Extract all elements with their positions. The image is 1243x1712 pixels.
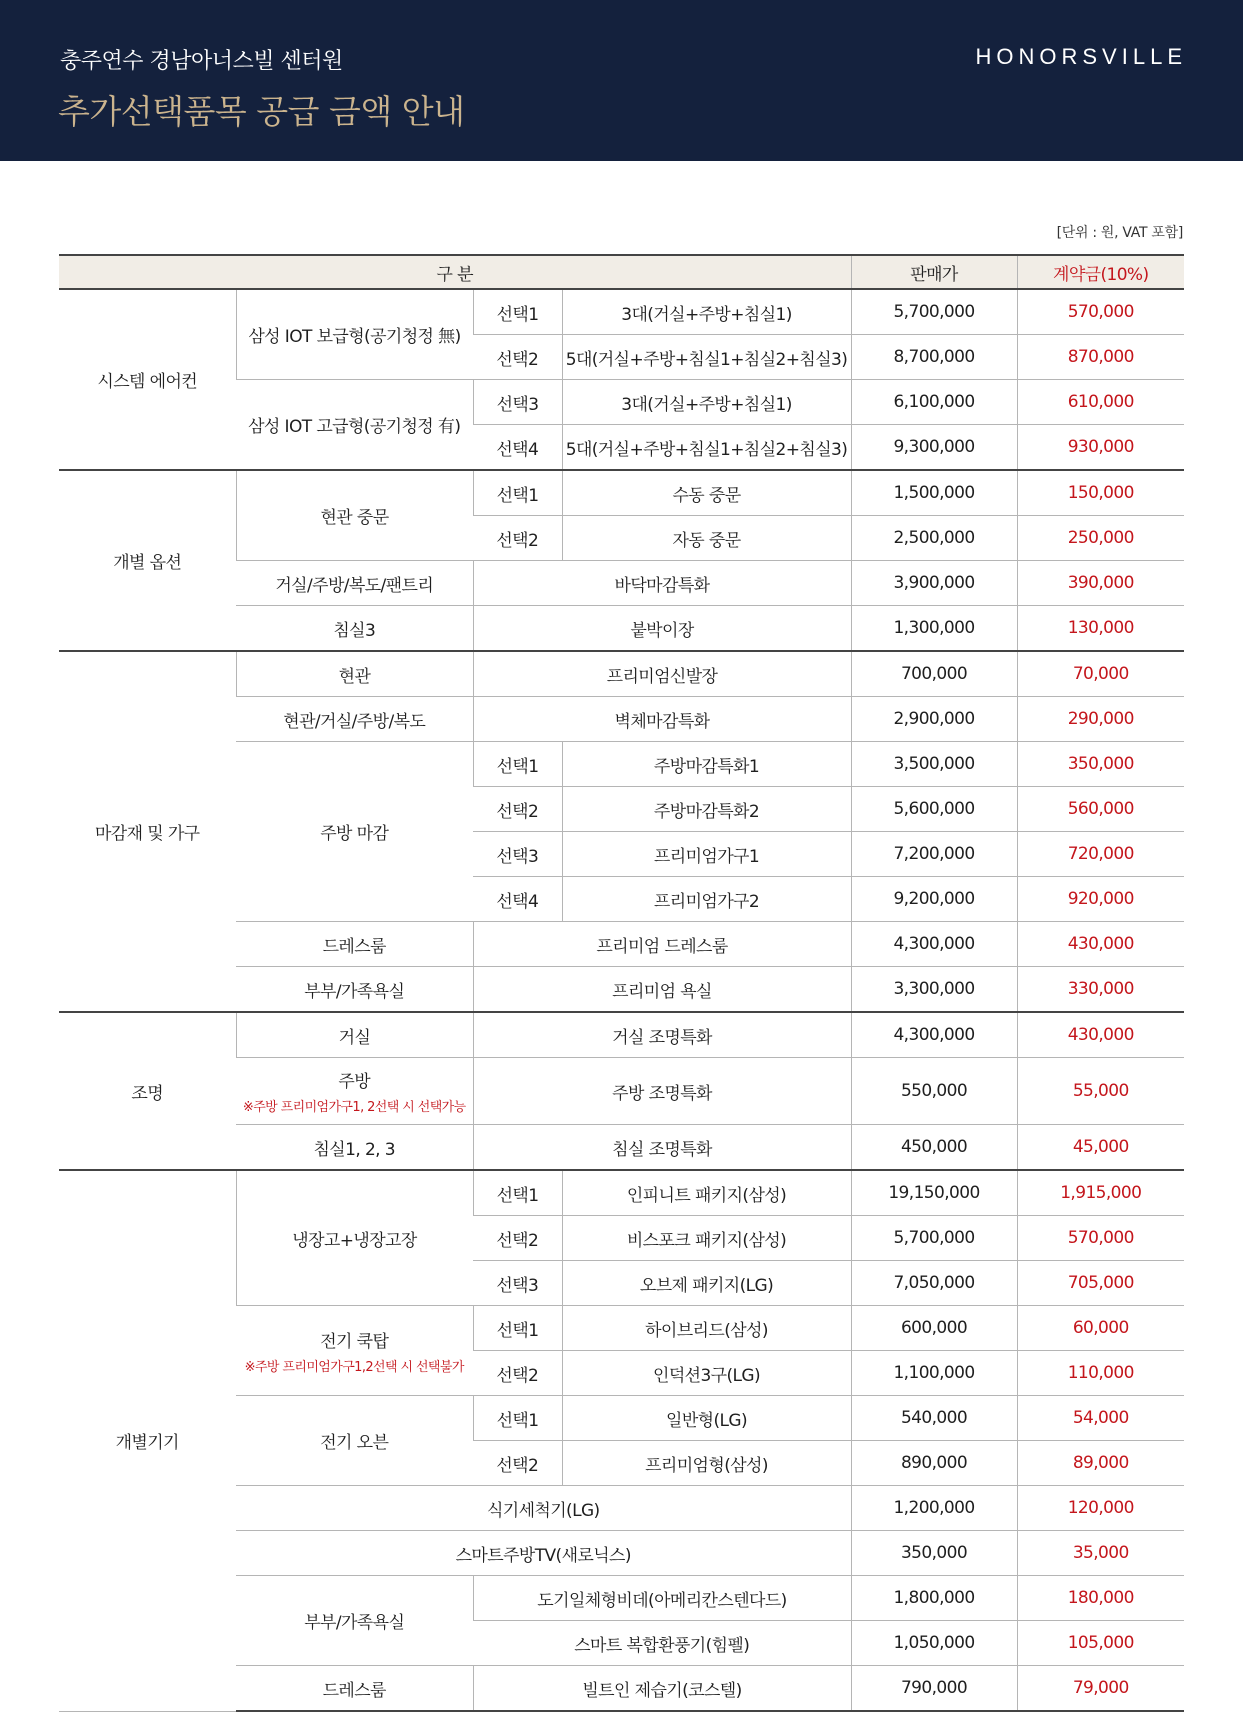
price-cell: 790,000 — [851, 1666, 1017, 1712]
deposit-cell: 720,000 — [1017, 832, 1184, 877]
deposit-cell: 920,000 — [1017, 877, 1184, 922]
item-cell: 3대(거실+주방+침실1) — [562, 289, 851, 335]
deposit-cell: 130,000 — [1017, 606, 1184, 652]
space-cell: 드레스룸 — [236, 1666, 473, 1712]
price-cell: 8,700,000 — [851, 335, 1017, 380]
item-cell: 프리미엄 욕실 — [473, 967, 851, 1013]
deposit-cell: 105,000 — [1017, 1621, 1184, 1666]
item-cell: 5대(거실+주방+침실1+침실2+침실3) — [562, 425, 851, 471]
price-cell: 1,300,000 — [851, 606, 1017, 652]
price-cell: 3,300,000 — [851, 967, 1017, 1013]
item-cell: 오브제 패키지(LG) — [562, 1261, 851, 1306]
subcategory-cell: 부부/가족욕실 — [236, 1576, 473, 1666]
price-cell: 9,200,000 — [851, 877, 1017, 922]
price-cell: 700,000 — [851, 651, 1017, 697]
subcategory-cell: 삼성 IOT 고급형(공기청정 有) — [236, 380, 473, 471]
item-cell: 도기일체형비데(아메리칸스텐다드) — [473, 1576, 851, 1621]
price-cell: 4,300,000 — [851, 922, 1017, 967]
option-cell: 선택1 — [473, 470, 562, 516]
deposit-cell: 45,000 — [1017, 1125, 1184, 1171]
subcategory-cell: 삼성 IOT 보급형(공기청정 無) — [236, 289, 473, 380]
deposit-cell: 870,000 — [1017, 335, 1184, 380]
table-row — [59, 470, 1184, 516]
deposit-cell: 560,000 — [1017, 787, 1184, 832]
item-cell: 비스포크 패키지(삼성) — [562, 1216, 851, 1261]
price-cell: 600,000 — [851, 1306, 1017, 1351]
price-cell: 3,900,000 — [851, 561, 1017, 606]
price-cell: 5,700,000 — [851, 1216, 1017, 1261]
item-cell: 침실 조명특화 — [473, 1125, 851, 1171]
price-cell: 4,300,000 — [851, 1012, 1017, 1058]
option-cell: 선택1 — [473, 742, 562, 787]
item-cell: 프리미엄가구2 — [562, 877, 851, 922]
item-cell: 벽체마감특화 — [473, 697, 851, 742]
table-row — [59, 651, 1184, 697]
space-cell — [236, 1058, 473, 1125]
item-cell: 인피니트 패키지(삼성) — [562, 1170, 851, 1216]
option-cell: 선택2 — [473, 1351, 562, 1396]
option-cell: 선택1 — [473, 1170, 562, 1216]
deposit-cell: 120,000 — [1017, 1486, 1184, 1531]
price-cell: 5,700,000 — [851, 289, 1017, 335]
item-cell: 프리미엄신발장 — [473, 651, 851, 697]
table-header-row — [59, 255, 1184, 289]
option-cell: 선택3 — [473, 832, 562, 877]
option-cell: 선택2 — [473, 787, 562, 832]
item-cell: 5대(거실+주방+침실1+침실2+침실3) — [562, 335, 851, 380]
page-title: 추가선택품목 공급 금액 안내 — [58, 92, 465, 131]
space-cell: 드레스룸 — [236, 922, 473, 967]
deposit-cell: 1,915,000 — [1017, 1170, 1184, 1216]
deposit-cell: 430,000 — [1017, 1012, 1184, 1058]
item-cell: 인덕션3구(LG) — [562, 1351, 851, 1396]
subcategory-cell: 주방 마감 — [236, 742, 473, 922]
deposit-cell: 390,000 — [1017, 561, 1184, 606]
deposit-cell: 180,000 — [1017, 1576, 1184, 1621]
space-cell: 침실3 — [236, 606, 473, 652]
header-deposit: 계약금(10%) — [1017, 255, 1184, 289]
deposit-cell: 89,000 — [1017, 1441, 1184, 1486]
category-cell: 조명 — [59, 1012, 236, 1170]
category-cell: 시스템 에어컨 — [59, 289, 236, 470]
subcategory-label: 전기 쿡탑 — [320, 1331, 389, 1352]
unit-note: [단위 : 원, VAT 포함] — [1056, 225, 1183, 241]
space-cell: 거실/주방/복도/팬트리 — [236, 561, 473, 606]
price-cell: 450,000 — [851, 1125, 1017, 1171]
price-cell: 890,000 — [851, 1441, 1017, 1486]
space-cell: 부부/가족욕실 — [236, 967, 473, 1013]
deposit-cell: 110,000 — [1017, 1351, 1184, 1396]
price-cell: 1,200,000 — [851, 1486, 1017, 1531]
deposit-cell: 570,000 — [1017, 289, 1184, 335]
table-row — [59, 1012, 1184, 1058]
price-cell: 1,100,000 — [851, 1351, 1017, 1396]
kitchen-note: ※주방 프리미엄가구1, 2선택 시 선택가능 — [242, 1100, 466, 1115]
deposit-cell: 35,000 — [1017, 1531, 1184, 1576]
item-cell: 스마트 복합환풍기(힘펠) — [473, 1621, 851, 1666]
item-cell: 하이브리드(삼성) — [562, 1306, 851, 1351]
option-cell: 선택3 — [473, 1261, 562, 1306]
category-cell: 개별기기 — [59, 1170, 236, 1711]
price-cell: 9,300,000 — [851, 425, 1017, 471]
option-cell: 선택1 — [473, 1396, 562, 1441]
space-cell: 침실1, 2, 3 — [236, 1125, 473, 1171]
price-cell: 1,050,000 — [851, 1621, 1017, 1666]
space-cell: 거실 — [236, 1012, 473, 1058]
item-cell: 식기세척기(LG) — [236, 1486, 851, 1531]
category-cell: 마감재 및 가구 — [59, 651, 236, 1012]
table-row — [59, 1170, 1184, 1216]
subcategory-cell: 냉장고+냉장고장 — [236, 1170, 473, 1306]
price-cell: 5,600,000 — [851, 787, 1017, 832]
item-cell: 수동 중문 — [562, 470, 851, 516]
deposit-cell: 705,000 — [1017, 1261, 1184, 1306]
option-cell: 선택2 — [473, 1216, 562, 1261]
space-cell: 현관/거실/주방/복도 — [236, 697, 473, 742]
price-cell: 7,200,000 — [851, 832, 1017, 877]
deposit-cell: 250,000 — [1017, 516, 1184, 561]
item-cell: 붙박이장 — [473, 606, 851, 652]
deposit-cell: 330,000 — [1017, 967, 1184, 1013]
subcategory-cell: 전기 오븐 — [236, 1396, 473, 1486]
option-cell: 선택4 — [473, 877, 562, 922]
item-cell: 주방마감특화2 — [562, 787, 851, 832]
deposit-cell: 930,000 — [1017, 425, 1184, 471]
subcategory-cell — [236, 1306, 473, 1396]
price-table — [59, 254, 1184, 1712]
price-cell: 1,800,000 — [851, 1576, 1017, 1621]
price-cell: 540,000 — [851, 1396, 1017, 1441]
space-cell: 현관 — [236, 651, 473, 697]
deposit-cell: 70,000 — [1017, 651, 1184, 697]
brand-logo: HONORSVILLE — [975, 44, 1187, 69]
deposit-cell: 150,000 — [1017, 470, 1184, 516]
category-cell: 개별 옵션 — [59, 470, 236, 651]
option-cell: 선택1 — [473, 1306, 562, 1351]
option-cell: 선택2 — [473, 516, 562, 561]
item-cell: 프리미엄형(삼성) — [562, 1441, 851, 1486]
price-cell: 7,050,000 — [851, 1261, 1017, 1306]
space-label: 주방 — [338, 1072, 371, 1092]
item-cell: 자동 중문 — [562, 516, 851, 561]
header-price: 판매가 — [851, 255, 1017, 289]
item-cell: 3대(거실+주방+침실1) — [562, 380, 851, 425]
deposit-cell: 350,000 — [1017, 742, 1184, 787]
item-cell: 주방마감특화1 — [562, 742, 851, 787]
option-cell: 선택1 — [473, 289, 562, 335]
subcategory-cell: 현관 중문 — [236, 470, 473, 561]
price-cell: 2,500,000 — [851, 516, 1017, 561]
cooktop-note: ※주방 프리미엄가구1,2선택 시 선택불가 — [244, 1359, 464, 1375]
price-cell: 6,100,000 — [851, 380, 1017, 425]
option-cell: 선택2 — [473, 335, 562, 380]
item-cell: 스마트주방TV(새로닉스) — [236, 1531, 851, 1576]
deposit-cell: 430,000 — [1017, 922, 1184, 967]
item-cell: 일반형(LG) — [562, 1396, 851, 1441]
deposit-cell: 570,000 — [1017, 1216, 1184, 1261]
item-cell: 주방 조명특화 — [473, 1058, 851, 1125]
price-cell: 3,500,000 — [851, 742, 1017, 787]
price-cell: 2,900,000 — [851, 697, 1017, 742]
header-banner — [0, 0, 1243, 161]
deposit-cell: 290,000 — [1017, 697, 1184, 742]
table-row — [59, 289, 1184, 335]
deposit-cell: 79,000 — [1017, 1666, 1184, 1712]
option-cell: 선택3 — [473, 380, 562, 425]
item-cell: 거실 조명특화 — [473, 1012, 851, 1058]
deposit-cell: 60,000 — [1017, 1306, 1184, 1351]
item-cell: 프리미엄가구1 — [562, 832, 851, 877]
item-cell: 바닥마감특화 — [473, 561, 851, 606]
item-cell: 프리미엄 드레스룸 — [473, 922, 851, 967]
option-cell: 선택2 — [473, 1441, 562, 1486]
deposit-cell: 55,000 — [1017, 1058, 1184, 1125]
price-cell: 1,500,000 — [851, 470, 1017, 516]
header-category: 구 분 — [59, 255, 851, 289]
price-cell: 550,000 — [851, 1058, 1017, 1125]
option-cell: 선택4 — [473, 425, 562, 471]
price-cell: 350,000 — [851, 1531, 1017, 1576]
project-name: 충주연수 경남아너스빌 센터원 — [60, 49, 343, 74]
price-cell: 19,150,000 — [851, 1170, 1017, 1216]
deposit-cell: 610,000 — [1017, 380, 1184, 425]
item-cell: 빌트인 제습기(코스텔) — [473, 1666, 851, 1712]
deposit-cell: 54,000 — [1017, 1396, 1184, 1441]
